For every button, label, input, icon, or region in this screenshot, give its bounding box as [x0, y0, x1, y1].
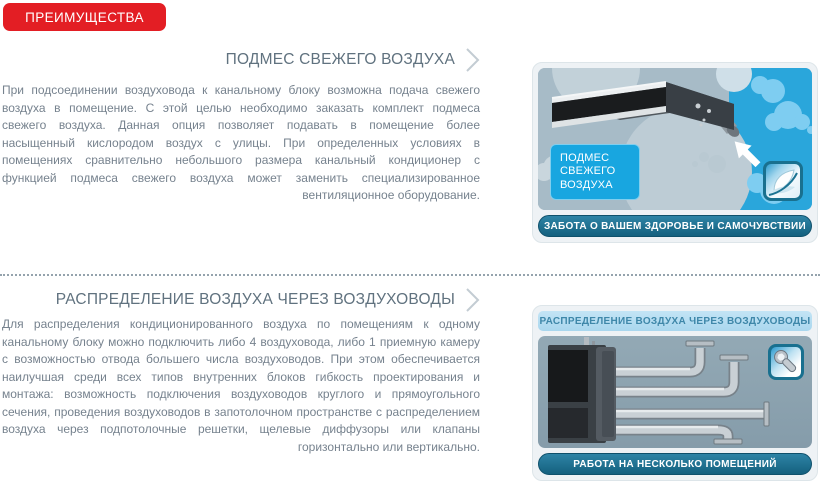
chevron-right-icon[interactable] [465, 47, 480, 73]
section-heading-label: ПОДМЕС СВЕЖЕГО ВОЗДУХА [225, 51, 455, 68]
wrench-icon [768, 344, 804, 380]
card-caption-multi-room: РАБОТА НА НЕСКОЛЬКО ПОМЕЩЕНИЙ [538, 453, 812, 475]
fresh-air-overlay-label: ПОДМЕС СВЕЖЕГО ВОЗДУХА [550, 144, 640, 201]
section-heading-air-distribution[interactable] [0, 286, 480, 314]
section-heading-label: РАСПРЕДЕЛЕНИЕ ВОЗДУХА ЧЕРЕЗ ВОЗДУХОВОДЫ [55, 291, 455, 308]
section-body-air-distribution: Для распределения кондиционированного воздуха по помещениям к одному канальному блоку можно подключить либо 4 воздуховода, либо 1 приемную камеру с возможностью отвода большего числа воздуховодов. При этом обеспечивается наилучшая среди всех типов внутренних блоков гибкость проектирования и монтажа: возможность подключения воздуховодов круглого и прямоугольного сечения, проведения воздуховодов в запотолочном пространстве с распределением воздуха через подпотолочные решетки, щелевые диффузоры или клапаны горизонтально или вертикально. [2, 317, 480, 454]
fresh-air-illustration [538, 68, 812, 210]
feature-card-fresh-air [532, 62, 818, 243]
chevron-right-icon[interactable] [465, 287, 480, 313]
section-heading-fresh-air[interactable] [0, 46, 480, 74]
dotted-divider [0, 274, 820, 276]
air-distribution-illustration [538, 336, 812, 448]
feature-card-air-distribution [532, 305, 818, 481]
section-body-fresh-air: При подсоединении воздуховода к канальному блоку возможна подача свежего воздуха в помещение. С этой целью необходимо заказать комплект подмеса свежего воздуха. Данная опция позволяет подавать в помещение более насыщенный кислородом воздух с улицы. При определенных условиях в помещениях сравнительно небольшого размера канальный кондиционер с функцией подмеса свежего воздуха может заменить специализированное вентиляционное оборудование. [2, 83, 480, 202]
card-title-air-distribution: РАСПРЕДЕЛЕНИЕ ВОЗДУХА ЧЕРЕЗ ВОЗДУХОВОДЫ [538, 311, 812, 331]
card-caption-health: ЗАБОТА О ВАШЕМ ЗДОРОВЬЕ И САМОЧУВСТВИИ [538, 215, 812, 237]
advantages-badge: ПРЕИМУЩЕСТВА [3, 3, 166, 31]
eco-leaf-icon [763, 161, 803, 201]
